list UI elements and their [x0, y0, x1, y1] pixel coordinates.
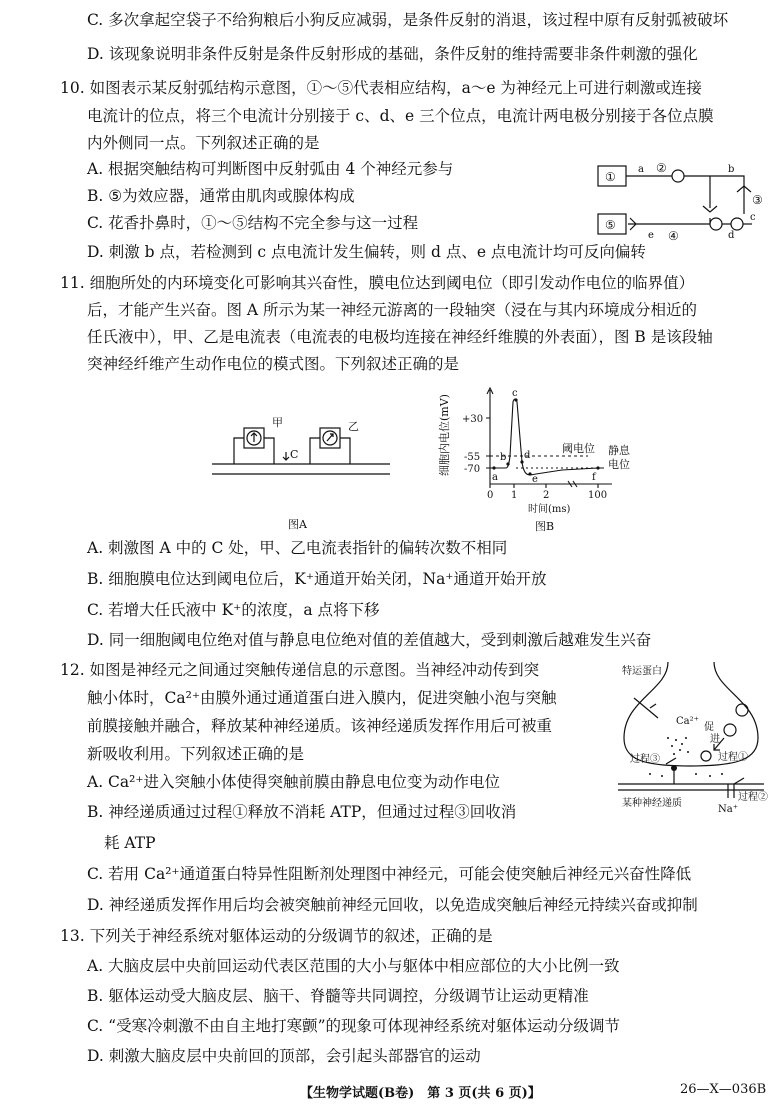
q13-option-b: B. 躯体运动受大脑皮层、脑干、脊髓等共同调控，分级调节让运动更精准 — [87, 987, 589, 1005]
process-3-label: 过程③ — [630, 754, 660, 765]
ytick-minus55: -55 — [464, 452, 481, 463]
q10-option-d: D. 刺激 b 点，若检测到 c 点电流计发生偏转，则 d 点、e 点电流计均可反向偏转 — [87, 243, 646, 261]
q10-option-c: C. 花香扑鼻时，①～⑤结构不完全参与这一过程 — [87, 214, 419, 232]
q9-option-d: D. 该现象说明非条件反射是条件反射形成的基础，条件反射的维持需要非条件刺激的强化 — [87, 45, 698, 63]
xtick-2: 2 — [543, 490, 550, 501]
xtick-1: 1 — [511, 490, 518, 501]
ytick-plus30: +30 — [462, 414, 484, 425]
q11-option-b: B. 细胞膜电位达到阈电位后，K⁺通道开始关闭，Na⁺通道开始开放 — [87, 570, 547, 588]
resting-label-1: 静息 — [608, 444, 630, 457]
resting-label-2: 电位 — [608, 458, 630, 471]
figure-b-x-label: 时间(ms) — [528, 504, 571, 515]
point-e-label: e — [648, 230, 654, 241]
xtick-0: 0 — [487, 490, 494, 501]
figure-b-y-label: 细胞内电位(mV) — [438, 394, 451, 476]
q12-stem-3: 前膜接触并融合，释放某种神经递质。该神经递质发挥作用后可被重 — [87, 717, 553, 735]
q12-option-a: A. Ca²⁺进入突触小体使得突触前膜由静息电位变为动作电位 — [87, 773, 501, 791]
stimulus-c-label: C — [290, 448, 299, 461]
footer-code: 26—X—036B — [680, 1082, 767, 1097]
xtick-100: 100 — [588, 490, 608, 501]
process-2-label: 过程② — [738, 792, 768, 803]
q12-option-d: D. 神经递质发挥作用后均会被突触前神经元回收，以免造成突触后神经元持续兴奋或抑制 — [87, 896, 698, 914]
process-1-label: 过程① — [718, 752, 748, 763]
footer-title: 【生物学试题(B卷) 第 3 页(共 6 页)】 — [300, 1086, 541, 1101]
reflex-arc-diagram — [592, 152, 770, 242]
structure-5-label: ⑤ — [605, 218, 616, 232]
q10-option-b: B. ⑤为效应器，通常由肌肉或腺体构成 — [87, 187, 355, 205]
structure-4-label: ④ — [668, 229, 679, 242]
q13-option-c: C. “受寒冷刺激不由自主地打寒颤”的现象可体现神经系统对躯体运动分级调节 — [87, 1017, 621, 1035]
point-a-label: a — [638, 164, 644, 175]
point-b-label: b — [728, 164, 735, 175]
ammeter-jia-label: 甲 — [272, 416, 283, 429]
q10-stem-2: 电流计的位点，将三个电流计分别接于 c、d、e 三个位点，电流计两电极分别接于各位点膜 — [87, 107, 714, 125]
point-e: e — [532, 474, 538, 485]
q11-stem-1: 11. 细胞所处的内环境变化可影响其兴奋性，膜电位达到阈电位（即引发动作电位的临界值） — [60, 274, 695, 292]
figure-b-caption: 图B — [535, 520, 555, 533]
q11-option-c: C. 若增大任氏液中 K⁺的浓度，a 点将下移 — [87, 601, 380, 619]
point-a: a — [492, 472, 498, 483]
promote-label-2: 进 — [710, 734, 720, 745]
ammeter-yi-label: 乙 — [348, 420, 359, 433]
structure-1-label: ① — [605, 170, 616, 184]
q11-option-a: A. 刺激图 A 中的 C 处，甲、乙电流表指针的偏转次数不相同 — [87, 539, 508, 557]
point-c: c — [512, 388, 518, 399]
synapse-diagram — [614, 660, 772, 820]
transporter-label: 特运蛋白 — [622, 666, 662, 677]
q12-stem-1: 12. 如图是神经元之间通过突触传递信息的示意图。当神经冲动传到突 — [60, 661, 540, 679]
q11-stem-4: 突神经纤维产生动作电位的模式图。下列叙述正确的是 — [87, 355, 460, 373]
figure-b-action-potential — [432, 384, 642, 534]
point-f: f — [592, 472, 596, 483]
q9-option-c: C. 多次拿起空袋子不给狗粮后小狗反应减弱，是条件反射的消退，该过程中原有反射弧被破坏 — [87, 11, 729, 29]
point-d-label: d — [728, 230, 735, 241]
q11-stem-3: 任氏液中），甲、乙是电流表（电流表的电极均连接在神经纤维膜的外表面），图 B 是该段轴 — [87, 328, 713, 346]
q10-stem-3: 内外侧同一点。下列叙述正确的是 — [87, 134, 320, 152]
threshold-label: 阈电位 — [562, 442, 595, 455]
structure-3-label: ③ — [752, 193, 763, 207]
q13-option-d: D. 刺激大脑皮层中央前回的顶部，会引起头部器官的运动 — [87, 1047, 481, 1065]
q10-option-a: A. 根据突触结构可判断图中反射弧由 4 个神经元参与 — [87, 160, 454, 178]
q10-stem-1: 10. 如图表示某反射弧结构示意图，①～⑤代表相应结构，a～e 为神经元上可进行刺激或连接 — [60, 79, 702, 97]
q12-stem-2: 触小体时，Ca²⁺由膜外通过通道蛋白进入膜内，促进突触小泡与突触 — [87, 689, 557, 707]
na-label: Na⁺ — [718, 804, 738, 815]
q13-option-a: A. 大脑皮层中央前回运动代表区范围的大小与躯体中相应部位的大小比例一致 — [87, 957, 620, 975]
promote-label-1: 促 — [704, 722, 714, 733]
point-c-label: c — [750, 212, 756, 223]
ytick-minus70: -70 — [464, 464, 481, 475]
q12-option-b: B. 神经递质通过过程①释放不消耗 ATP，但通过过程③回收消 — [87, 803, 517, 821]
structure-2-label: ② — [656, 161, 667, 175]
neurotransmitter-label: 某种神经递质 — [622, 798, 682, 809]
point-b: b — [500, 452, 507, 463]
figure-a-axon — [212, 402, 392, 532]
point-d: d — [524, 450, 531, 461]
q11-option-d: D. 同一细胞阈电位绝对值与静息电位绝对值的差值越大，受到刺激后越难发生兴奋 — [87, 631, 652, 649]
q11-stem-2: 后，才能产生兴奋。图 A 所示为某一神经元游离的一段轴突（浸在与其内环境成分相近的 — [87, 301, 698, 319]
ca-label: Ca²⁺ — [676, 716, 699, 727]
q12-option-c: C. 若用 Ca²⁺通道蛋白特异性阻断剂处理图中神经元，可能会使突触后神经元兴奋性降低 — [87, 865, 692, 883]
figure-a-caption: 图A — [288, 518, 307, 531]
q13-stem: 13. 下列关于神经系统对躯体运动的分级调节的叙述，正确的是 — [60, 927, 493, 945]
q12-stem-4: 新吸收利用。下列叙述正确的是 — [87, 745, 305, 763]
q12-option-b-cont: 耗 ATP — [104, 834, 156, 852]
